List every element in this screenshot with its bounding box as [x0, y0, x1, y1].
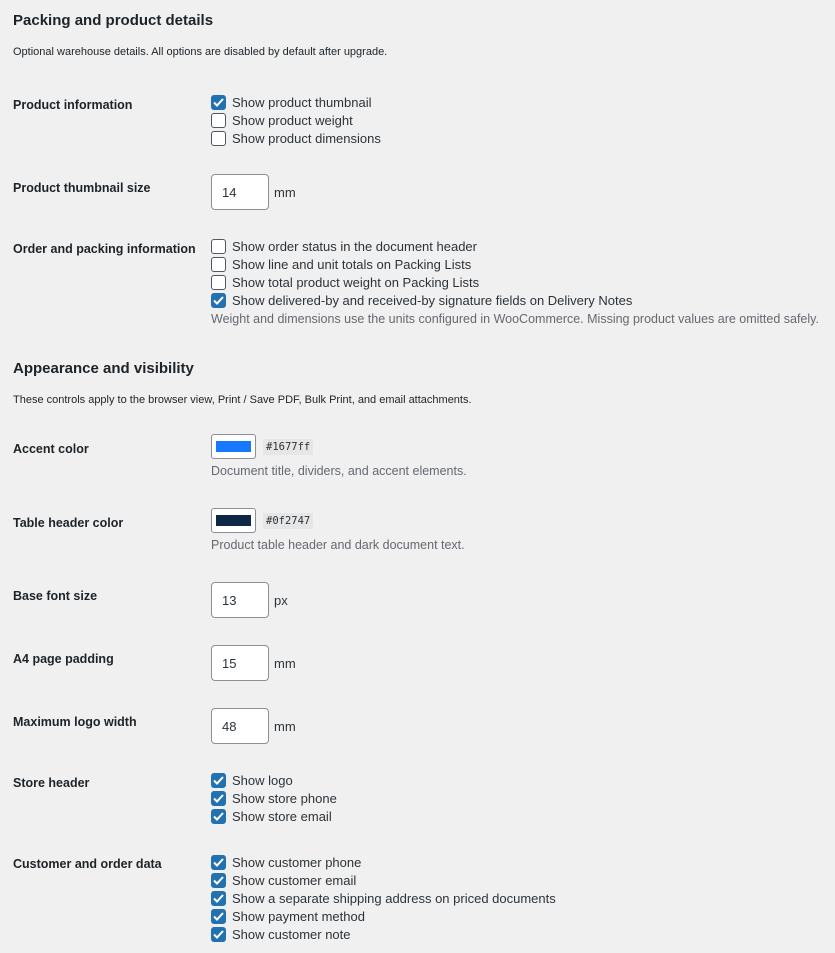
checkbox-option[interactable] — [211, 273, 819, 291]
checkmark-icon — [213, 98, 224, 107]
checkbox-label: Show product dimensions — [232, 130, 381, 146]
page-padding-field — [211, 645, 296, 681]
checkbox-checked[interactable] — [211, 891, 226, 906]
page-padding-unit: mm — [274, 655, 296, 671]
checkbox-option[interactable] — [211, 907, 556, 925]
checkbox-label: Show product thumbnail — [232, 94, 372, 110]
checkbox-option[interactable] — [211, 255, 819, 273]
checkbox-label: Show delivered-by and received-by signature fields on Delivery Notes — [232, 292, 633, 308]
checkbox-unchecked[interactable] — [211, 257, 226, 272]
checkbox-unchecked[interactable] — [211, 131, 226, 146]
checkbox-checked[interactable] — [211, 909, 226, 924]
checkbox-label: Show store phone — [232, 790, 337, 806]
checkbox-checked[interactable] — [211, 927, 226, 942]
checkbox-label: Show payment method — [232, 908, 365, 924]
checkbox-checked[interactable] — [211, 95, 226, 110]
checkbox-option[interactable] — [211, 807, 337, 825]
thumbnail-size-unit: mm — [274, 184, 296, 200]
checkbox-option[interactable] — [211, 871, 556, 889]
base-font-size-field — [211, 582, 288, 618]
base-font-size-label: Base font size — [13, 589, 98, 603]
section-description-appearance: These controls apply to the browser view, Print / Save PDF, Bulk Print, and email attachments. — [13, 394, 472, 406]
checkmark-icon — [213, 894, 224, 903]
order-packing-help: Weight and dimensions use the units configured in WooCommerce. Missing product values are omitted safely. — [211, 312, 819, 326]
checkbox-checked[interactable] — [211, 791, 226, 806]
checkbox-unchecked[interactable] — [211, 239, 226, 254]
checkbox-unchecked[interactable] — [211, 275, 226, 290]
accent-color-field — [211, 434, 467, 478]
checkbox-option[interactable] — [211, 925, 556, 943]
table-header-color-field — [211, 508, 465, 552]
checkmark-icon — [213, 930, 224, 939]
checkbox-label: Show order status in the document header — [232, 238, 477, 254]
logo-width-unit: mm — [274, 718, 296, 734]
store-header-options — [211, 771, 337, 825]
checkbox-option[interactable] — [211, 771, 337, 789]
table-header-color-swatch[interactable] — [211, 508, 256, 533]
checkbox-checked[interactable] — [211, 773, 226, 788]
order-packing-options — [211, 237, 819, 326]
accent-color-swatch[interactable] — [211, 434, 256, 459]
checkmark-icon — [213, 776, 224, 785]
table-header-color-fill — [216, 515, 251, 526]
checkbox-option[interactable] — [211, 789, 337, 807]
checkmark-icon — [213, 858, 224, 867]
store-header-label: Store header — [13, 776, 90, 790]
checkbox-checked[interactable] — [211, 855, 226, 870]
checkbox-label: Show line and unit totals on Packing Lists — [232, 256, 472, 272]
checkbox-unchecked[interactable] — [211, 113, 226, 128]
table-header-color-label: Table header color — [13, 516, 124, 530]
logo-width-input[interactable]: 48 — [211, 708, 269, 744]
logo-width-label: Maximum logo width — [13, 715, 137, 729]
base-font-size-unit: px — [274, 592, 288, 608]
logo-width-field — [211, 708, 296, 744]
checkbox-label: Show a separate shipping address on priced documents — [232, 890, 556, 906]
checkmark-icon — [213, 794, 224, 803]
checkbox-option[interactable] — [211, 291, 819, 309]
checkmark-icon — [213, 912, 224, 921]
product-information-label: Product information — [13, 98, 133, 112]
checkbox-label: Show customer phone — [232, 854, 362, 870]
page-padding-label: A4 page padding — [13, 652, 114, 666]
table-header-color-code: #0f2747 — [263, 513, 313, 529]
checkbox-label: Show store email — [232, 808, 332, 824]
checkbox-label: Show total product weight on Packing Lists — [232, 274, 480, 290]
accent-color-label: Accent color — [13, 442, 89, 456]
thumbnail-size-field — [211, 174, 296, 210]
checkbox-option[interactable] — [211, 853, 556, 871]
checkbox-label: Show product weight — [232, 112, 353, 128]
accent-color-help: Document title, dividers, and accent elements. — [211, 464, 467, 478]
checkbox-option[interactable] — [211, 111, 381, 129]
customer-data-options — [211, 853, 556, 943]
checkbox-checked[interactable] — [211, 293, 226, 308]
base-font-size-input[interactable]: 13 — [211, 582, 269, 618]
accent-color-code: #1677ff — [263, 439, 313, 455]
checkbox-option[interactable] — [211, 93, 381, 111]
checkmark-icon — [213, 812, 224, 821]
customer-data-label: Customer and order data — [13, 857, 162, 871]
section-title-packing: Packing and product details — [13, 12, 214, 29]
checkbox-label: Show customer email — [232, 872, 357, 888]
checkbox-checked[interactable] — [211, 809, 226, 824]
checkbox-checked[interactable] — [211, 873, 226, 888]
product-information-options — [211, 93, 381, 147]
checkbox-label: Show logo — [232, 772, 293, 788]
thumbnail-size-label: Product thumbnail size — [13, 181, 151, 195]
table-header-color-help: Product table header and dark document text. — [211, 538, 465, 552]
checkbox-option[interactable] — [211, 237, 819, 255]
checkmark-icon — [213, 296, 224, 305]
thumbnail-size-input[interactable]: 14 — [211, 174, 269, 210]
order-packing-label: Order and packing information — [13, 242, 196, 256]
page-padding-input[interactable]: 15 — [211, 645, 269, 681]
checkmark-icon — [213, 876, 224, 885]
accent-color-fill — [216, 441, 251, 452]
checkbox-option[interactable] — [211, 129, 381, 147]
section-description-packing: Optional warehouse details. All options are disabled by default after upgrade. — [13, 46, 388, 58]
checkbox-option[interactable] — [211, 889, 556, 907]
checkbox-label: Show customer note — [232, 926, 351, 942]
section-title-appearance: Appearance and visibility — [13, 360, 194, 377]
